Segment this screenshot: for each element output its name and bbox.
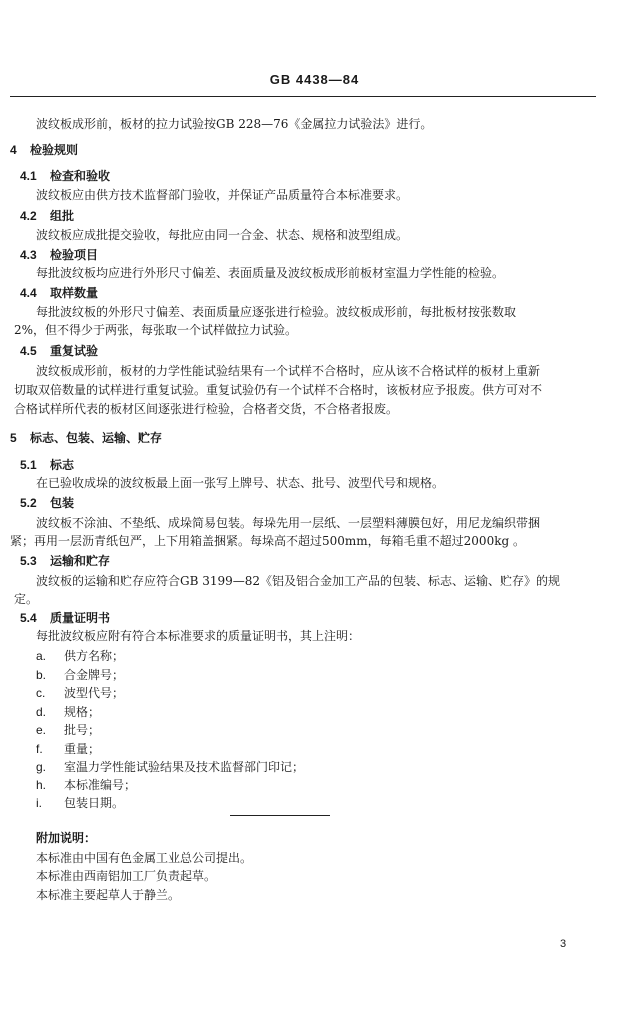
section-number: 4 [10,143,17,157]
section-4-heading [10,142,78,158]
clause-text: 紧；再用一层沥青纸包严，上下用箱盖捆紧。每垛高不超过500mm，每箱毛重不超过2000kg 。 [10,534,525,548]
clause-text: 每批波纹板的外形尺寸偏差、表面质量应逐张进行检验。波纹板成形前，每批板材按张数取 [36,305,517,319]
clause-text: 2%，但不得少于两张，每张取一个试样做拉力试验。 [14,323,298,337]
clause-text: 合格试样所代表的板材区间逐张进行检验，合格者交货，不合格者报废。 [14,402,399,416]
clause-text: 波纹板成形前，板材的力学性能试验结果有一个试样不合格时，应从该不合格试样的板材上重新 [36,364,541,378]
clause-4-4-heading [20,285,98,301]
clause-text: 波纹板应成批提交验收，每批应由同一合金、状态、规格和波型组成。 [36,228,409,242]
clause-title: 标志 [50,458,75,472]
notes-divider [230,815,330,816]
clause-title: 检验项目 [50,248,99,262]
clause-5-2-heading [20,495,74,511]
clause-number: 5.1 [20,458,37,472]
clause-5-3-heading [20,553,110,569]
clause-text: 每批波纹板应附有符合本标准要求的质量证明书，其上注明： [36,629,361,643]
clause-4-3-heading [20,247,98,263]
page-number: 3 [560,938,567,950]
clause-number: 4.4 [20,286,37,300]
list-item: f. 重量； [36,742,101,756]
clause-title: 运输和贮存 [50,554,111,568]
list-item: d. 规格； [36,705,101,719]
list-item: h. 本标准编号； [36,778,137,792]
clause-text: 定。 [14,592,39,606]
section-number: 5 [10,431,17,445]
notes-line: 本标准由西南铝加工厂负责起草。 [36,869,217,883]
notes-line: 本标准主要起草人于静兰。 [36,888,181,902]
clause-4-5-heading [20,343,98,359]
section-title: 标志、包装、运输、贮存 [30,431,163,445]
notes-title: 附加说明： [36,831,97,845]
list-item: b. 合金牌号； [36,668,125,682]
standard-code-header: GB 4438—84 [269,72,360,87]
clause-title: 取样数量 [50,286,99,300]
clause-text: 每批波纹板均应进行外形尺寸偏差、表面质量及波纹板成形前板材室温力学性能的检验。 [36,266,505,280]
clause-number: 5.3 [20,554,37,568]
clause-number: 5.2 [20,496,37,510]
list-item: i. 包装日期。 [36,796,125,810]
list-item: g. 室温力学性能试验结果及技术监督部门印记； [36,760,305,774]
clause-number: 4.1 [20,169,37,183]
clause-4-2-heading [20,208,74,224]
intro-text: 波纹板成形前，板材的拉力试验按GB 228—76《金属拉力试验法》进行。 [36,117,433,131]
clause-4-1-heading [20,168,110,184]
clause-number: 5.4 [20,611,37,625]
section-title: 检验规则 [30,143,79,157]
clause-title: 组批 [50,209,75,223]
header-rule [10,96,596,97]
clause-text: 在已验收成垛的波纹板最上面一张写上牌号、状态、批号、波型代号和规格。 [36,476,445,490]
clause-title: 质量证明书 [50,611,111,625]
notes-line: 本标准由中国有色金属工业总公司提出。 [36,851,253,865]
clause-text: 波纹板不涂油、不垫纸、成垛简易包装。每垛先用一层纸、一层塑料薄膜包好，用尼龙编织带捆 [36,516,541,530]
clause-text: 切取双倍数量的试样进行重复试验。重复试验仍有一个试样不合格时，该板材应予报废。供方可对不 [14,383,543,397]
clause-5-1-heading [20,457,74,473]
list-item: e. 批号； [36,723,101,737]
clause-number: 4.5 [20,344,37,358]
clause-text: 波纹板的运输和贮存应符合GB 3199—82《铝及铝合金加工产品的包装、标志、运输、贮存》的规 [36,574,561,588]
clause-number: 4.3 [20,248,37,262]
clause-5-4-heading [20,610,110,626]
clause-text: 波纹板应由供方技术监督部门验收，并保证产品质量符合本标准要求。 [36,188,409,202]
list-item: a. 供方名称； [36,649,125,663]
clause-number: 4.2 [20,209,37,223]
clause-title: 重复试验 [50,344,99,358]
clause-title: 检查和验收 [50,169,111,183]
clause-title: 包装 [50,496,75,510]
section-5-heading [10,430,162,446]
list-item: c. 波型代号； [36,686,125,700]
